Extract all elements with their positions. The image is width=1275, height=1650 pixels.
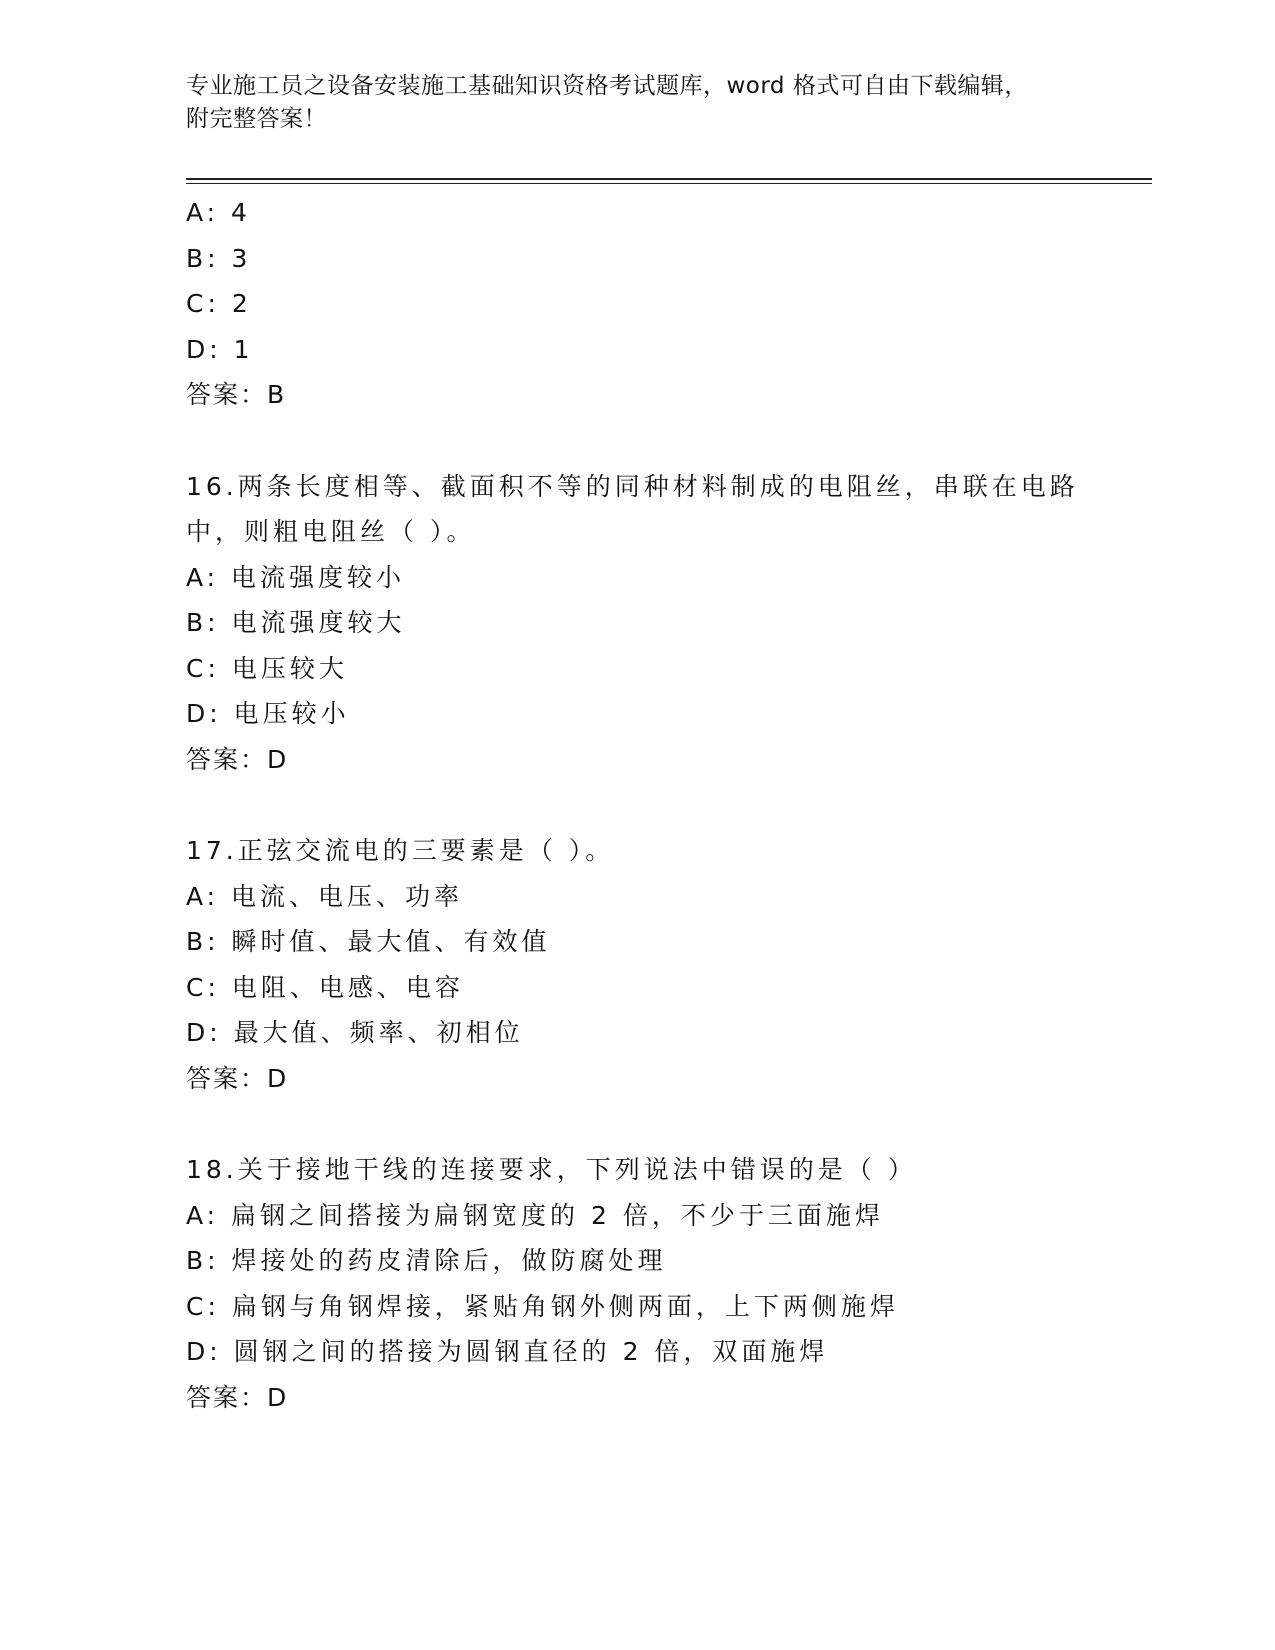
answer-line: 答案：D [186, 1063, 289, 1093]
option-a: A: 扁钢之间搭接为扁钢宽度的 2 倍，不少于三面施焊 [186, 1200, 884, 1230]
answer-line: 答案：B [186, 380, 287, 409]
option-d: D: 1 [186, 334, 254, 364]
option-c: C: 2 [186, 289, 252, 318]
question-stem-line-1: 16.两条长度相等、截面积不等的同种材料制成的电阻丝，串联在电路 [186, 471, 1079, 501]
question-block-16 [186, 464, 1126, 783]
option-b: B: 3 [186, 243, 252, 273]
header-line-2: 附完整答案！ [186, 106, 327, 132]
answer-line: 答案：D [186, 1382, 289, 1412]
header-line-1: 专业施工员之设备安装施工基础知识资格考试题库，word 格式可自由下载编辑， [186, 73, 1028, 99]
answer-line: 答案：D [186, 744, 289, 774]
question-list [186, 190, 1126, 1420]
option-b: B: 瞬时值、最大值、有效值 [186, 927, 551, 956]
option-c: C: 电阻、电感、电容 [186, 972, 464, 1002]
document-header [186, 70, 1066, 136]
question-stem-line-1: 18.关于接地干线的连接要求，下列说法中错误的是（ ） [186, 1155, 917, 1184]
question-block-17 [186, 828, 1126, 1101]
question-block-15 [186, 190, 1126, 418]
header-divider-thick [186, 178, 1152, 180]
option-d: D: 最大值、频率、初相位 [186, 1018, 524, 1047]
option-a: A: 电流、电压、功率 [186, 881, 464, 911]
header-divider-thin [186, 183, 1152, 184]
option-d: D: 圆钢之间的搭接为圆钢直径的 2 倍，双面施焊 [186, 1337, 829, 1366]
option-b: B: 电流强度较大 [186, 608, 406, 637]
option-b: B: 焊接处的药皮清除后，做防腐处理 [186, 1246, 667, 1275]
option-c: C: 电压较大 [186, 653, 348, 683]
question-stem-line-2: 中，则粗电阻丝（ ）。 [186, 517, 476, 546]
question-block-18 [186, 1147, 1126, 1420]
option-d: D: 电压较小 [186, 699, 350, 728]
option-c: C: 扁钢与角钢焊接，紧贴角钢外侧两面，上下两侧施焊 [186, 1291, 899, 1321]
question-stem-line-1: 17.正弦交流电的三要素是（ ）。 [186, 836, 615, 865]
option-a: A: 电流强度较小 [186, 562, 406, 592]
option-a: A: 4 [186, 198, 251, 227]
